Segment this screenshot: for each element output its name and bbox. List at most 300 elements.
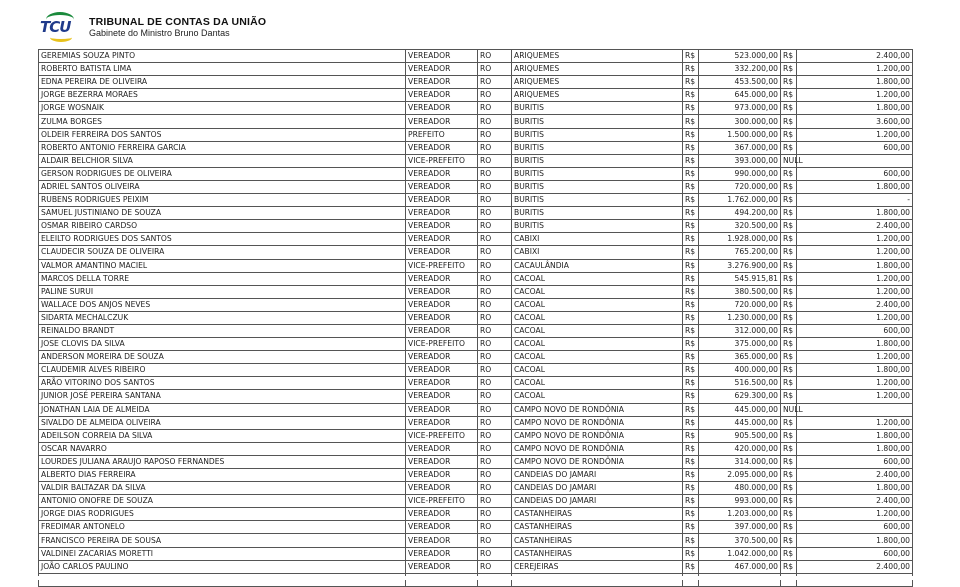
cell-valor-1: 990.000,00 <box>699 167 781 180</box>
cell-cargo: VICE-PREFEITO <box>406 259 478 272</box>
cell-cargo: VEREADOR <box>406 482 478 495</box>
cell-currency-2: R$ <box>781 324 797 337</box>
cell-cargo: VEREADOR <box>406 272 478 285</box>
cell-currency-1: R$ <box>683 377 699 390</box>
cell-nome: JOÃO CARLOS PAULINO <box>39 560 406 573</box>
cell-valor-2: 1.800,00 <box>797 534 913 547</box>
table-row <box>39 455 913 468</box>
cell-currency-1: R$ <box>683 76 699 89</box>
cell-municipio: BURITIS <box>512 115 683 128</box>
cell-valor-2: 2.400,00 <box>797 560 913 573</box>
cell-municipio: CAMPO NOVO DE RONDÔNIA <box>512 416 683 429</box>
cell-municipio: CASTANHEIRAS <box>512 534 683 547</box>
table-row <box>39 534 913 547</box>
cell-valor-2: 1.200,00 <box>797 390 913 403</box>
cell-valor-1: 445.000,00 <box>699 416 781 429</box>
cell-cargo: VEREADOR <box>406 285 478 298</box>
cell-valor-2: 1.200,00 <box>797 246 913 259</box>
cell-valor-1: 523.000,00 <box>699 50 781 63</box>
table-row <box>39 324 913 337</box>
cell-valor-1: 375.000,00 <box>699 338 781 351</box>
table-row <box>39 285 913 298</box>
cell-uf: RO <box>478 76 512 89</box>
cell-nome: SIVALDO DE ALMEIDA OLIVEIRA <box>39 416 406 429</box>
cell-valor-1: 3.276.900,00 <box>699 259 781 272</box>
cell-valor-1: 393.000,00 <box>699 154 781 167</box>
cell-currency-2: R$ <box>781 50 797 63</box>
cell-uf: RO <box>478 469 512 482</box>
cell-valor-2: 1.800,00 <box>797 207 913 220</box>
cell-currency-1: R$ <box>683 455 699 468</box>
cell-cargo: VEREADOR <box>406 377 478 390</box>
cell-nome: SAMUEL JUSTINIANO DE SOUZA <box>39 207 406 220</box>
cell-currency-1: R$ <box>683 469 699 482</box>
cell-currency-1: R$ <box>683 259 699 272</box>
cell-nome: FRANCISCO PEREIRA DE SOUSA <box>39 534 406 547</box>
cell-nome: MARCOS DELLA TORRE <box>39 272 406 285</box>
table-row <box>39 233 913 246</box>
cell-municipio: CACOAL <box>512 285 683 298</box>
cell-cargo: VEREADOR <box>406 442 478 455</box>
cell-currency-1: R$ <box>683 351 699 364</box>
cell-cargo: VEREADOR <box>406 298 478 311</box>
table-row <box>39 364 913 377</box>
table-row <box>39 246 913 259</box>
cell-currency-2: R$ <box>781 495 797 508</box>
table-row <box>39 63 913 76</box>
cell-valor-2: 1.200,00 <box>797 311 913 324</box>
table-row <box>39 560 913 573</box>
table-row <box>39 351 913 364</box>
cell-municipio: CASTANHEIRAS <box>512 547 683 560</box>
cell-valor-1: 300.000,00 <box>699 115 781 128</box>
cell-nome: JONATHAN LAIA DE ALMEIDA <box>39 403 406 416</box>
cell-cargo: VEREADOR <box>406 194 478 207</box>
cell-valor-1: 400.000,00 <box>699 364 781 377</box>
cell-municipio: BURITIS <box>512 167 683 180</box>
cell-nome: ELEILTO RODRIGUES DOS SANTOS <box>39 233 406 246</box>
cell-municipio: CACOAL <box>512 390 683 403</box>
cell-valor-1: 494.200,00 <box>699 207 781 220</box>
cell-valor-1: 480.000,00 <box>699 482 781 495</box>
table-row <box>39 429 913 442</box>
cell-valor-2: 2.400,00 <box>797 220 913 233</box>
cell-valor-2: 1.200,00 <box>797 233 913 246</box>
cell-valor-1: 420.000,00 <box>699 442 781 455</box>
cell-currency-1: R$ <box>683 154 699 167</box>
cell-uf: RO <box>478 534 512 547</box>
cell-currency-1: R$ <box>683 442 699 455</box>
cell-valor-1: 629.300,00 <box>699 390 781 403</box>
cell-nome: RUBENS RODRIGUES PEIXIM <box>39 194 406 207</box>
table-row <box>39 180 913 193</box>
cell-nome: ANTONIO ONOFRE DE SOUZA <box>39 495 406 508</box>
cell-uf: RO <box>478 285 512 298</box>
cell-currency-1: R$ <box>683 482 699 495</box>
cell-valor-2: 2.400,00 <box>797 469 913 482</box>
table-row <box>39 207 913 220</box>
cell-currency-1: R$ <box>683 180 699 193</box>
table-row <box>39 338 913 351</box>
table-row <box>39 521 913 534</box>
cell-municipio: CANDEIAS DO JAMARI <box>512 469 683 482</box>
cell-cargo: VEREADOR <box>406 233 478 246</box>
cell-municipio: CAMPO NOVO DE RONDÔNIA <box>512 403 683 416</box>
cell-valor-1: 314.000,00 <box>699 455 781 468</box>
cell-currency-1: R$ <box>683 560 699 573</box>
cell-cargo: VEREADOR <box>406 76 478 89</box>
table-row <box>39 442 913 455</box>
cell-cargo: VEREADOR <box>406 390 478 403</box>
cell-nome: JORGE WOSNAIK <box>39 102 406 115</box>
cell-valor-2: 1.800,00 <box>797 259 913 272</box>
cell-valor-1: 370.500,00 <box>699 534 781 547</box>
cell-currency-1: R$ <box>683 547 699 560</box>
cell-currency-2: R$ <box>781 102 797 115</box>
cell-cargo: VEREADOR <box>406 63 478 76</box>
cell-currency-1: R$ <box>683 298 699 311</box>
cell-nome: ARÃO VITORINO DOS SANTOS <box>39 377 406 390</box>
cell-municipio: BURITIS <box>512 220 683 233</box>
cell-currency-2: R$ <box>781 128 797 141</box>
cell-municipio: ARIQUEMES <box>512 63 683 76</box>
cell-valor-2: 600,00 <box>797 141 913 154</box>
cell-valor-2: 1.200,00 <box>797 377 913 390</box>
cell-nome: ALBERTO DIAS FERREIRA <box>39 469 406 482</box>
table-row <box>39 311 913 324</box>
cell-valor-2 <box>797 403 913 416</box>
cell-valor-2: 1.800,00 <box>797 442 913 455</box>
cell-nome: VALMOR AMANTINO MACIEL <box>39 259 406 272</box>
cell-cargo: VEREADOR <box>406 50 478 63</box>
cell-nome: EDNA PEREIRA DE OLIVEIRA <box>39 76 406 89</box>
cell-currency-2: R$ <box>781 547 797 560</box>
cell-municipio: CACOAL <box>512 338 683 351</box>
cell-currency-1: R$ <box>683 220 699 233</box>
cell-municipio: CACOAL <box>512 324 683 337</box>
cell-currency-2: NULL <box>781 154 797 167</box>
cell-currency-2: R$ <box>781 338 797 351</box>
cell-uf: RO <box>478 102 512 115</box>
cell-currency-2: R$ <box>781 390 797 403</box>
cell-valor-1: 380.500,00 <box>699 285 781 298</box>
cell-uf: RO <box>478 194 512 207</box>
cell-municipio: BURITIS <box>512 154 683 167</box>
cell-currency-2: R$ <box>781 351 797 364</box>
cell-uf: RO <box>478 259 512 272</box>
cell-cargo: VEREADOR <box>406 508 478 521</box>
cell-currency-2: R$ <box>781 233 797 246</box>
cell-currency-2: R$ <box>781 180 797 193</box>
cell-municipio: CANDEIAS DO JAMARI <box>512 482 683 495</box>
cell-uf: RO <box>478 547 512 560</box>
cell-currency-1: R$ <box>683 115 699 128</box>
cell-currency-1: R$ <box>683 403 699 416</box>
cell-cargo: VEREADOR <box>406 115 478 128</box>
cell-cargo: PREFEITO <box>406 128 478 141</box>
cell-currency-2: R$ <box>781 416 797 429</box>
cell-municipio: CACAULÂNDIA <box>512 259 683 272</box>
cell-currency-1: R$ <box>683 521 699 534</box>
cell-municipio: CEREJEIRAS <box>512 560 683 573</box>
cell-currency-1: R$ <box>683 63 699 76</box>
table-row <box>39 259 913 272</box>
cell-valor-1: 445.000,00 <box>699 403 781 416</box>
cell-cargo: VICE-PREFEITO <box>406 429 478 442</box>
cell-valor-2: 2.400,00 <box>797 298 913 311</box>
cell-valor-1: 720.000,00 <box>699 180 781 193</box>
page-cutoff <box>0 576 960 580</box>
cell-valor-1: 367.000,00 <box>699 141 781 154</box>
cell-currency-2: R$ <box>781 534 797 547</box>
cell-currency-2: R$ <box>781 469 797 482</box>
cell-nome: VALDINEI ZACARIAS MORETTI <box>39 547 406 560</box>
cell-currency-1: R$ <box>683 207 699 220</box>
table-row <box>39 89 913 102</box>
cell-cargo: VEREADOR <box>406 364 478 377</box>
cell-currency-1: R$ <box>683 311 699 324</box>
cell-currency-2: R$ <box>781 429 797 442</box>
cell-uf: RO <box>478 298 512 311</box>
cell-valor-1: 645.000,00 <box>699 89 781 102</box>
cell-uf: RO <box>478 154 512 167</box>
logo-text: TCU <box>40 18 71 36</box>
cell-nome: REINALDO BRANDT <box>39 324 406 337</box>
cell-nome: ROBERTO BATISTA LIMA <box>39 63 406 76</box>
cell-uf: RO <box>478 482 512 495</box>
cell-municipio: BURITIS <box>512 141 683 154</box>
cell-currency-2: R$ <box>781 521 797 534</box>
cell-currency-1: R$ <box>683 272 699 285</box>
cell-valor-1: 312.000,00 <box>699 324 781 337</box>
cell-valor-1: 1.762.000,00 <box>699 194 781 207</box>
cell-currency-2: R$ <box>781 246 797 259</box>
cell-valor-2: 1.800,00 <box>797 482 913 495</box>
cell-currency-2: R$ <box>781 76 797 89</box>
cell-currency-2: R$ <box>781 167 797 180</box>
cell-currency-1: R$ <box>683 495 699 508</box>
cell-currency-2: R$ <box>781 285 797 298</box>
cell-nome: ADRIEL SANTOS OLIVEIRA <box>39 180 406 193</box>
cell-nome: JOSE CLOVIS DA SILVA <box>39 338 406 351</box>
cell-cargo: VICE-PREFEITO <box>406 338 478 351</box>
cell-nome: OLDEIR FERREIRA DOS SANTOS <box>39 128 406 141</box>
cell-uf: RO <box>478 442 512 455</box>
cell-uf: RO <box>478 521 512 534</box>
cell-cargo: VEREADOR <box>406 547 478 560</box>
cell-municipio: ARIQUEMES <box>512 89 683 102</box>
cell-currency-2: R$ <box>781 298 797 311</box>
cell-cargo: VEREADOR <box>406 207 478 220</box>
cell-nome: OSMAR RIBEIRO CARDSO <box>39 220 406 233</box>
table-row <box>39 102 913 115</box>
cell-nome: ALDAIR BELCHIOR SILVA <box>39 154 406 167</box>
cell-currency-2: R$ <box>781 482 797 495</box>
cell-valor-2: 1.200,00 <box>797 89 913 102</box>
cell-valor-2: 3.600,00 <box>797 115 913 128</box>
cell-currency-2: NULL <box>781 403 797 416</box>
org-title: TRIBUNAL DE CONTAS DA UNIÃO <box>89 16 267 28</box>
cell-municipio: CANDEIAS DO JAMARI <box>512 495 683 508</box>
cell-currency-1: R$ <box>683 246 699 259</box>
cell-uf: RO <box>478 338 512 351</box>
cell-valor-1: 720.000,00 <box>699 298 781 311</box>
cell-currency-1: R$ <box>683 285 699 298</box>
cell-valor-1: 397.000,00 <box>699 521 781 534</box>
cell-uf: RO <box>478 364 512 377</box>
cell-cargo: VEREADOR <box>406 469 478 482</box>
table-row <box>39 194 913 207</box>
table-row <box>39 220 913 233</box>
org-subtitle: Gabinete do Ministro Bruno Dantas <box>89 28 230 38</box>
table-row <box>39 141 913 154</box>
cell-nome: PALINE SURUI <box>39 285 406 298</box>
cell-currency-1: R$ <box>683 167 699 180</box>
cell-cargo: VEREADOR <box>406 180 478 193</box>
cell-uf: RO <box>478 220 512 233</box>
cell-cargo: VEREADOR <box>406 311 478 324</box>
cell-valor-2: 1.200,00 <box>797 63 913 76</box>
cell-currency-2: R$ <box>781 311 797 324</box>
cell-uf: RO <box>478 272 512 285</box>
cell-uf: RO <box>478 246 512 259</box>
cell-valor-1: 1.928.000,00 <box>699 233 781 246</box>
cell-nome: CLAUDEMIR ALVES RIBEIRO <box>39 364 406 377</box>
cell-municipio: CACOAL <box>512 298 683 311</box>
cell-valor-2: 2.400,00 <box>797 50 913 63</box>
cell-uf: RO <box>478 50 512 63</box>
cell-cargo: VEREADOR <box>406 403 478 416</box>
cell-valor-1: 516.500,00 <box>699 377 781 390</box>
table-row <box>39 128 913 141</box>
cell-valor-1: 365.000,00 <box>699 351 781 364</box>
cell-cargo: VEREADOR <box>406 246 478 259</box>
table-row <box>39 377 913 390</box>
cell-currency-2: R$ <box>781 377 797 390</box>
cell-currency-1: R$ <box>683 390 699 403</box>
cell-municipio: BURITIS <box>512 194 683 207</box>
cell-currency-1: R$ <box>683 416 699 429</box>
cell-currency-1: R$ <box>683 102 699 115</box>
cell-cargo: VEREADOR <box>406 416 478 429</box>
cell-nome: ADEILSON CORREIA DA SILVA <box>39 429 406 442</box>
cell-cargo: VICE-PREFEITO <box>406 495 478 508</box>
cell-valor-2: 600,00 <box>797 547 913 560</box>
cell-municipio: BURITIS <box>512 128 683 141</box>
cell-currency-1: R$ <box>683 324 699 337</box>
cell-uf: RO <box>478 429 512 442</box>
cell-currency-2: R$ <box>781 207 797 220</box>
cell-uf: RO <box>478 416 512 429</box>
cell-nome: JORGE BEZERRA MORAES <box>39 89 406 102</box>
cell-municipio: ARIQUEMES <box>512 76 683 89</box>
cell-valor-2: 1.200,00 <box>797 351 913 364</box>
cell-valor-1: 1.230.000,00 <box>699 311 781 324</box>
cell-currency-2: R$ <box>781 455 797 468</box>
cell-municipio: CABIXI <box>512 246 683 259</box>
cell-valor-2: 1.800,00 <box>797 364 913 377</box>
table-row <box>39 272 913 285</box>
cell-valor-2: 1.800,00 <box>797 76 913 89</box>
table-row <box>39 482 913 495</box>
cell-nome: ANDERSON MOREIRA DE SOUZA <box>39 351 406 364</box>
cell-uf: RO <box>478 233 512 246</box>
cell-municipio: CASTANHEIRAS <box>512 521 683 534</box>
cell-valor-1: 1.500.000,00 <box>699 128 781 141</box>
cell-uf: RO <box>478 63 512 76</box>
cell-cargo: VEREADOR <box>406 455 478 468</box>
cell-nome: VALDIR BALTAZAR DA SILVA <box>39 482 406 495</box>
table-row <box>39 416 913 429</box>
cell-currency-1: R$ <box>683 429 699 442</box>
cell-valor-2: 600,00 <box>797 167 913 180</box>
cell-valor-2: 1.200,00 <box>797 508 913 521</box>
document-header <box>38 10 918 40</box>
table-row <box>39 115 913 128</box>
cell-currency-2: R$ <box>781 259 797 272</box>
cell-uf: RO <box>478 180 512 193</box>
table-row <box>39 298 913 311</box>
cell-uf: RO <box>478 508 512 521</box>
cell-currency-1: R$ <box>683 128 699 141</box>
cell-uf: RO <box>478 351 512 364</box>
cell-valor-1: 973.000,00 <box>699 102 781 115</box>
cell-uf: RO <box>478 311 512 324</box>
cell-uf: RO <box>478 141 512 154</box>
cell-municipio: CAMPO NOVO DE RONDÔNIA <box>512 429 683 442</box>
cell-currency-1: R$ <box>683 508 699 521</box>
cell-municipio: CACOAL <box>512 272 683 285</box>
cell-nome: GERSON RODRIGUES DE OLIVEIRA <box>39 167 406 180</box>
cell-currency-1: R$ <box>683 233 699 246</box>
cell-valor-2: 1.800,00 <box>797 102 913 115</box>
cell-uf: RO <box>478 115 512 128</box>
cell-municipio: CACOAL <box>512 311 683 324</box>
cell-municipio: CACOAL <box>512 364 683 377</box>
table-row <box>39 469 913 482</box>
cell-municipio: CACOAL <box>512 351 683 364</box>
cell-valor-1: 1.042.000,00 <box>699 547 781 560</box>
table-row <box>39 495 913 508</box>
cell-valor-2: 1.200,00 <box>797 416 913 429</box>
cell-municipio: CACOAL <box>512 377 683 390</box>
cell-cargo: VEREADOR <box>406 534 478 547</box>
cell-valor-2: 600,00 <box>797 324 913 337</box>
cell-cargo: VEREADOR <box>406 89 478 102</box>
cell-currency-2: R$ <box>781 115 797 128</box>
table-row <box>39 390 913 403</box>
table-row <box>39 508 913 521</box>
cell-cargo: VEREADOR <box>406 102 478 115</box>
cell-currency-2: R$ <box>781 89 797 102</box>
cell-valor-1: 545.915,81 <box>699 272 781 285</box>
cell-cargo: VEREADOR <box>406 521 478 534</box>
cell-currency-2: R$ <box>781 272 797 285</box>
cell-valor-1: 453.500,00 <box>699 76 781 89</box>
cell-currency-1: R$ <box>683 141 699 154</box>
table-row <box>39 547 913 560</box>
cell-valor-1: 320.500,00 <box>699 220 781 233</box>
cell-uf: RO <box>478 403 512 416</box>
data-table <box>38 49 913 587</box>
cell-valor-2 <box>797 154 913 167</box>
cell-currency-2: R$ <box>781 220 797 233</box>
cell-currency-2: R$ <box>781 364 797 377</box>
cell-municipio: ARIQUEMES <box>512 50 683 63</box>
cell-municipio: CABIXI <box>512 233 683 246</box>
cell-valor-2: 1.200,00 <box>797 272 913 285</box>
cell-uf: RO <box>478 89 512 102</box>
